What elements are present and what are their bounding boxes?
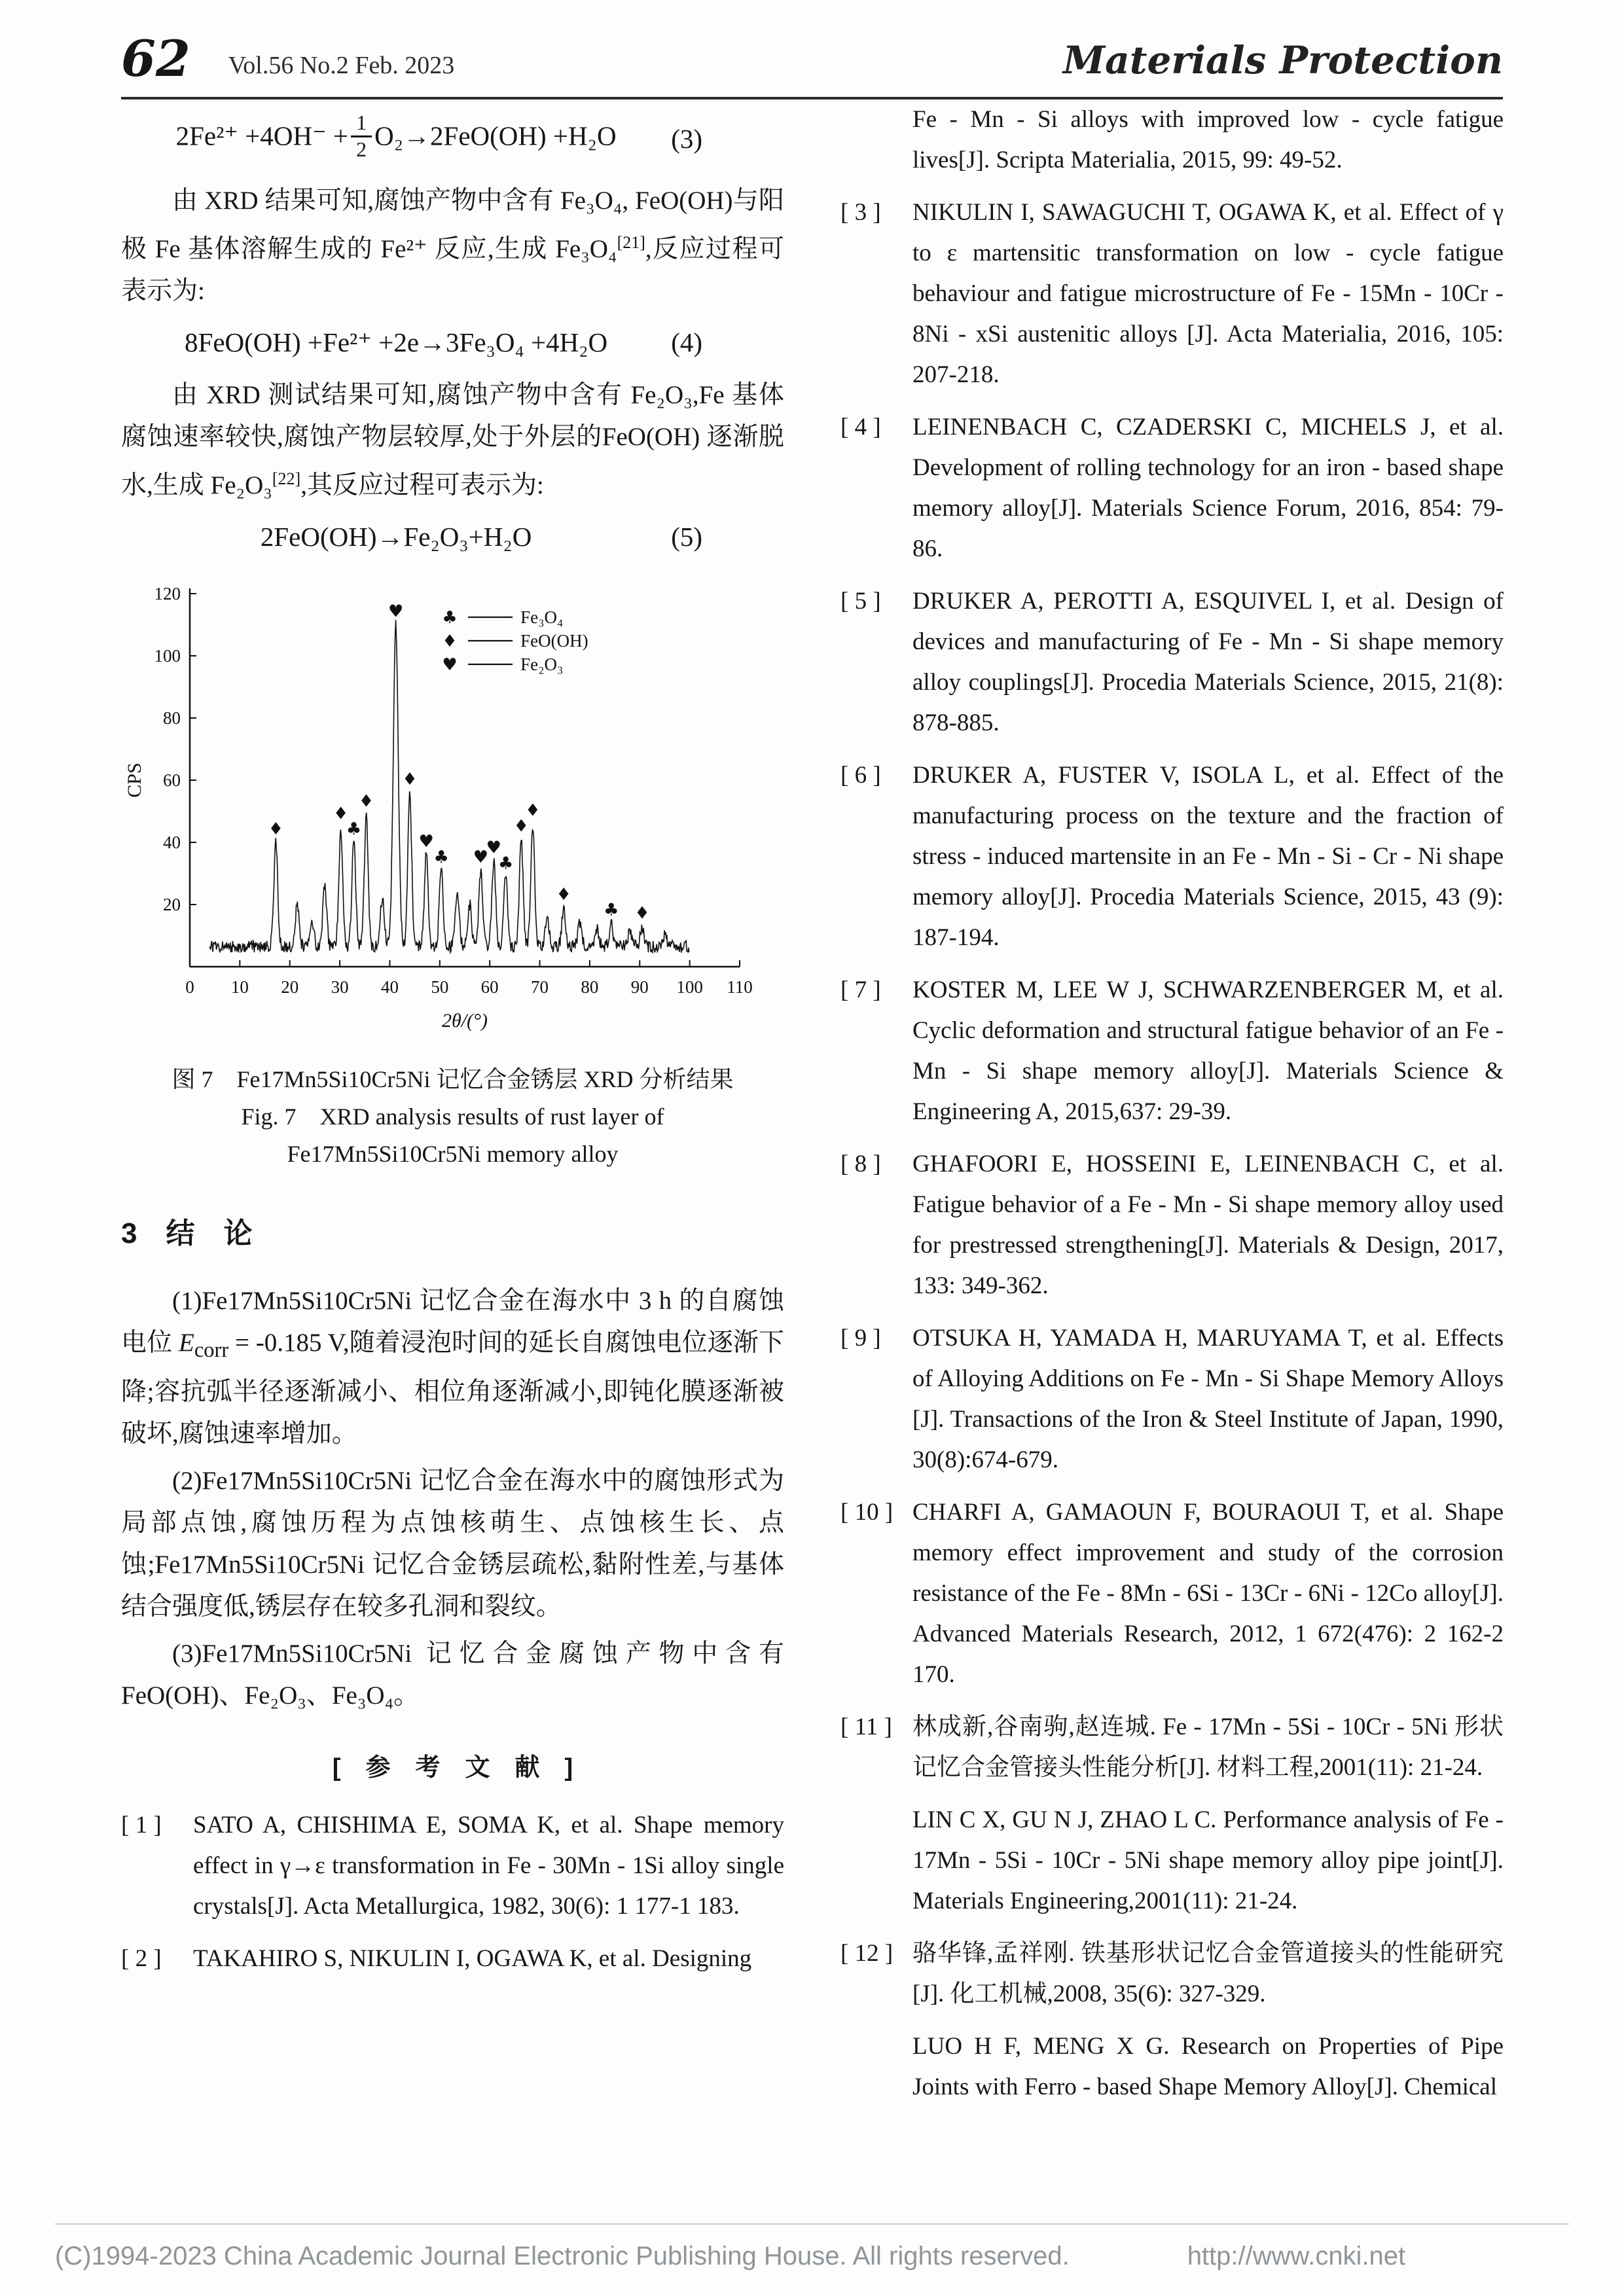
legend-label: FeO(OH) <box>520 631 588 651</box>
peak-marker-icon: ♦ <box>333 804 349 824</box>
equation-4 <box>121 327 784 359</box>
figure-caption-en-2: Fe17Mn5Si10Cr5Ni memory alloy <box>287 1141 619 1167</box>
reference-item <box>840 1318 1504 1480</box>
left-column <box>121 99 784 2119</box>
figure-caption-cn: 图 7 Fe17Mn5Si10Cr5Ni 记忆合金锈层 XRD 分析结果 <box>171 1066 734 1092</box>
right-column <box>840 99 1504 2119</box>
reference-text: CHARFI A, GAMAOUN F, BOURAOUI T, et al. Shape memory effect improvement and study of the corrosion resistance of the Fe - 8Mn - 6Si - 13Cr - 6Ni - 12Co alloy[J]. Advanced Materials Research, 2012, 1 672(476): 2 162-2 170. <box>912 1499 1504 1688</box>
conclusion-paragraph-3: (3)Fe17Mn5Si10Cr5Ni 记忆合金腐蚀产物中含有 FeO(OH)、Fe₂O₃、Fe₃O₄。 <box>121 1639 784 1710</box>
reference-label <box>840 2026 912 2108</box>
reference-label <box>840 99 912 181</box>
reference-label: [ 4 ] <box>840 414 881 440</box>
reference-text: LEINENBACH C, CZADERSKI C, MICHELS J, et al. Development of rolling technology for an iron - based shape memory alloy[J]. Materials Science Forum, 2016, 854: 79-86. <box>912 414 1504 562</box>
peak-marker-icon: ♥ <box>388 601 404 622</box>
peak-marker-icon: ♥ <box>418 832 434 852</box>
peak-marker-icon: ♦ <box>268 819 284 839</box>
svg-text:20: 20 <box>163 895 181 914</box>
conclusion-paragraph-1: (1)Fe17Mn5Si10Cr5Ni 记忆合金在海水中 3 h 的自腐蚀电位 $E_{corr} = -0.185$ V,随着浸泡时间的延长自腐蚀电位逐渐下降;容抗弧半径逐渐减小、相位角逐渐减小,即钝化膜逐渐被破坏,腐蚀速率增加。 <box>121 1287 784 1448</box>
xrd-paragraph-1: 由 XRD 结果可知,腐蚀产物中含有 Fe₃O₄, FeO(OH)与阳极 Fe 基体溶解生成的 Fe²⁺ 反应,生成 Fe₃O₄[21],反应过程可表示为: <box>121 186 784 305</box>
peak-marker-icon: ♣ <box>433 847 449 867</box>
reference-item <box>840 970 1504 1132</box>
svg-text:80: 80 <box>581 977 599 997</box>
reference-label: [ 3 ] <box>840 199 881 226</box>
journal-name: Materials Protection <box>1062 38 1503 82</box>
fraction-one-half: $\frac{1}{2}$ <box>351 111 372 162</box>
page-content <box>121 99 1504 2119</box>
reference-item <box>121 1805 784 1927</box>
peak-marker-icon: ♣ <box>497 853 514 874</box>
xrd-paragraph-2: 由 XRD 测试结果可知,腐蚀产物中含有 Fe₂O₃,Fe 基体腐蚀速率较快,腐蚀产物层较厚,处于外层的FeO(OH) 逐渐脱水,生成 Fe₂O₃[22],其反应过程可表示为: <box>121 380 784 499</box>
svg-text:2θ/(°): 2θ/(°) <box>441 1010 488 1031</box>
svg-text:100: 100 <box>154 646 181 666</box>
peak-marker-icon: ♦ <box>402 770 418 789</box>
svg-text:CPS: CPS <box>124 762 145 798</box>
reference-text: DRUKER A, FUSTER V, ISOLA L, et al. Effect of the manufacturing process on the texture and the fraction of stress - induced martensite in an Fe - Mn - Si - Cr - Ni shape memory alloy[J]. Procedia Materials Science, 2015, 43 (9): 187-194. <box>912 762 1504 951</box>
reference-item <box>840 99 1504 181</box>
references-list-right <box>840 99 1504 2108</box>
reference-label <box>840 1800 912 1922</box>
reference-text: 林成新,谷南驹,赵连城. Fe - 17Mn - 5Si - 10Cr - 5Ni 形状记忆合金管接头性能分析[J]. 材料工程,2001(11): 21-24. <box>912 1713 1504 1781</box>
reference-item <box>840 581 1504 744</box>
legend-label: Fe₃O₄ <box>520 607 564 627</box>
legend-marker-icon: ♦ <box>442 632 458 651</box>
page-number: 62 <box>121 29 190 88</box>
journal-header <box>121 29 1503 99</box>
svg-text:80: 80 <box>163 708 181 728</box>
svg-text:90: 90 <box>630 977 649 997</box>
reference-text: Fe - Mn - Si alloys with improved low - cycle fatigue lives[J]. Scripta Materialia, 2015, 99: 49-52. <box>912 106 1504 173</box>
reference-text: OTSUKA H, YAMADA H, MARUYAMA T, et al. Effects of Alloying Additions on Fe - Mn - Si Shape Memory Alloys [J]. Transactions of the Iron & Steel Institute of Japan, 1990, 30(8):674-679. <box>912 1325 1504 1473</box>
svg-text:10: 10 <box>230 977 249 997</box>
reference-label: [ 7 ] <box>840 977 881 1003</box>
peak-marker-icon: ♦ <box>513 816 529 836</box>
ecorr-subscript: corr <box>194 1338 229 1362</box>
ecorr-variable: E <box>179 1329 194 1357</box>
equation-3 <box>121 111 784 164</box>
xrd-chart-figure <box>121 575 784 1173</box>
peak-marker-icon: ♦ <box>358 791 374 812</box>
references-list-left <box>121 1805 784 1979</box>
equation-5-body: 2FeO(OH)→Fe₂O₃+H₂O <box>260 521 532 552</box>
reference-item <box>840 2026 1504 2108</box>
reference-label: [ 8 ] <box>840 1151 881 1177</box>
conclusion-paragraph-2: (2)Fe17Mn5Si10Cr5Ni 记忆合金在海水中的腐蚀形式为局部点蚀,腐蚀历程为点蚀核萌生、点蚀核生长、点蚀;Fe17Mn5Si10Cr5Ni 记忆合金锈层疏松,黏附性差,与基体结合强度低,锈层存在较多孔洞和裂纹。 <box>121 1466 784 1621</box>
conclusion-heading: 3 结 论 <box>121 1217 253 1249</box>
svg-text:60: 60 <box>163 770 181 790</box>
reference-item <box>840 755 1504 958</box>
figure-caption <box>121 1061 784 1173</box>
equation-3-pre: 2Fe²⁺ +4OH⁻ + <box>175 120 349 151</box>
equation-5 <box>121 521 784 553</box>
reference-text: 骆华锋,孟祥刚. 铁基形状记忆合金管道接头的性能研究[J]. 化工机械,2008, 35(6): 327-329. <box>912 1940 1504 2007</box>
equation-4-body: 8FeO(OH) +Fe²⁺ +2e→3Fe₃O₄ +4H₂O <box>185 327 608 357</box>
reference-item <box>840 192 1504 395</box>
peak-marker-icon: ♦ <box>525 800 541 821</box>
peak-marker-icon: ♣ <box>604 900 619 920</box>
citation-21: [21] <box>617 232 645 252</box>
equation-3-post: O₂→2FeO(OH) +H₂O <box>374 120 617 151</box>
reference-item <box>840 407 1504 569</box>
copyright-text: (C)1994-2023 China Academic Journal Electronic Publishing House. All rights reserved. <box>55 2242 1070 2270</box>
svg-text:40: 40 <box>163 833 181 852</box>
reference-text: KOSTER M, LEE W J, SCHWARZENBERGER M, et al. Cyclic deformation and structural fatigue behavior of an Fe - Mn - Si shape memory alloy[J]. Materials Science & Engineering A, 2015,637: 29-39. <box>912 977 1504 1125</box>
citation-22: [22] <box>272 469 301 488</box>
svg-text:30: 30 <box>331 977 349 997</box>
svg-text:110: 110 <box>727 977 753 997</box>
reference-label: [ 5 ] <box>840 588 881 615</box>
peak-marker-icon: ♣ <box>346 819 362 839</box>
svg-text:60: 60 <box>480 977 499 997</box>
volume-info: Vol.56 No.2 Feb. 2023 <box>228 52 455 79</box>
equation-3-body <box>121 111 671 164</box>
equation-4-number: (4) <box>671 327 702 357</box>
reference-label: [ 11 ] <box>840 1713 892 1740</box>
equation-5-number: (5) <box>671 521 702 552</box>
legend-label: Fe₂O₃ <box>520 655 564 674</box>
reference-text: GHAFOORI E, HOSSEINI E, LEINENBACH C, et al. Fatigue behavior of a Fe - Mn - Si shape memory alloy used for prestressed strengthening[J]. Materials & Design, 2017, 133: 349-362. <box>912 1151 1504 1299</box>
reference-text: SATO A, CHISHIMA E, SOMA K, et al. Shape memory effect in γ→ε transformation in Fe - 30Mn - 1Si alloy single crystals[J]. Acta Metallurgica, 1982, 30(6): 1 177-1 183. <box>193 1811 784 1920</box>
legend-marker-icon: ♥ <box>442 655 458 675</box>
equation-3-number: (3) <box>671 123 702 154</box>
peak-marker-icon: ♦ <box>634 903 650 924</box>
peak-marker-icon: ♦ <box>556 884 571 905</box>
peak-marker-icon: ♥ <box>473 847 489 867</box>
reference-text: NIKULIN I, SAWAGUCHI T, OGAWA K, et al. Effect of γ to ε martensitic transformation on low - cycle fatigue behaviour and fatigue microstructure of Fe - 15Mn - 10Cr - 8Ni - xSi austenitic alloys [J]. Acta Materialia, 2016, 105: 207-218. <box>912 199 1504 388</box>
reference-item <box>840 1800 1504 1922</box>
reference-item <box>121 1939 784 1979</box>
svg-text:0: 0 <box>185 977 194 997</box>
svg-text:70: 70 <box>531 977 549 997</box>
peak-marker-icon: ♥ <box>486 838 501 858</box>
figure-caption-en-1: Fig. 7 XRD analysis results of rust layer of <box>241 1103 664 1130</box>
svg-text:120: 120 <box>154 584 181 603</box>
svg-text:50: 50 <box>431 977 449 997</box>
cnki-url: http://www.cnki.net <box>1187 2242 1406 2270</box>
page-footer <box>55 2223 1569 2271</box>
reference-text: LIN C X, GU N J, ZHAO L C. Performance analysis of Fe - 17Mn - 5Si - 10Cr - 5Ni shape memory alloy pipe joint[J]. Materials Engineering,2001(11): 21-24. <box>912 1806 1504 1914</box>
references-header: [ 参 考 文 献 ] <box>332 1753 573 1782</box>
reference-label: [ 1 ] <box>121 1811 162 1839</box>
reference-label: [ 2 ] <box>121 1945 162 1972</box>
reference-label: [ 10 ] <box>840 1499 893 1526</box>
reference-text: DRUKER A, PEROTTI A, ESQUIVEL I, et al. Design of devices and manufacturing of Fe - Mn - Si shape memory alloy couplings[J]. Procedia Materials Science, 2015, 21(8): 878-885. <box>912 588 1504 736</box>
reference-label: [ 9 ] <box>840 1325 881 1352</box>
reference-item <box>840 1492 1504 1695</box>
reference-item <box>840 1933 1504 2015</box>
svg-text:20: 20 <box>281 977 299 997</box>
reference-label: [ 12 ] <box>840 1940 893 1967</box>
reference-text: TAKAHIRO S, NIKULIN I, OGAWA K, et al. Designing <box>193 1945 752 1972</box>
xrd-chart <box>121 575 784 1053</box>
reference-item <box>840 1144 1504 1306</box>
legend-marker-icon: ♣ <box>442 608 458 628</box>
svg-text:100: 100 <box>676 977 703 997</box>
reference-label: [ 6 ] <box>840 762 881 789</box>
reference-item <box>840 1707 1504 1788</box>
reference-text: LUO H F, MENG X G. Research on Properties of Pipe Joints with Ferro - based Shape Memory Alloy[J]. Chemical <box>912 2033 1504 2100</box>
svg-text:40: 40 <box>380 977 399 997</box>
